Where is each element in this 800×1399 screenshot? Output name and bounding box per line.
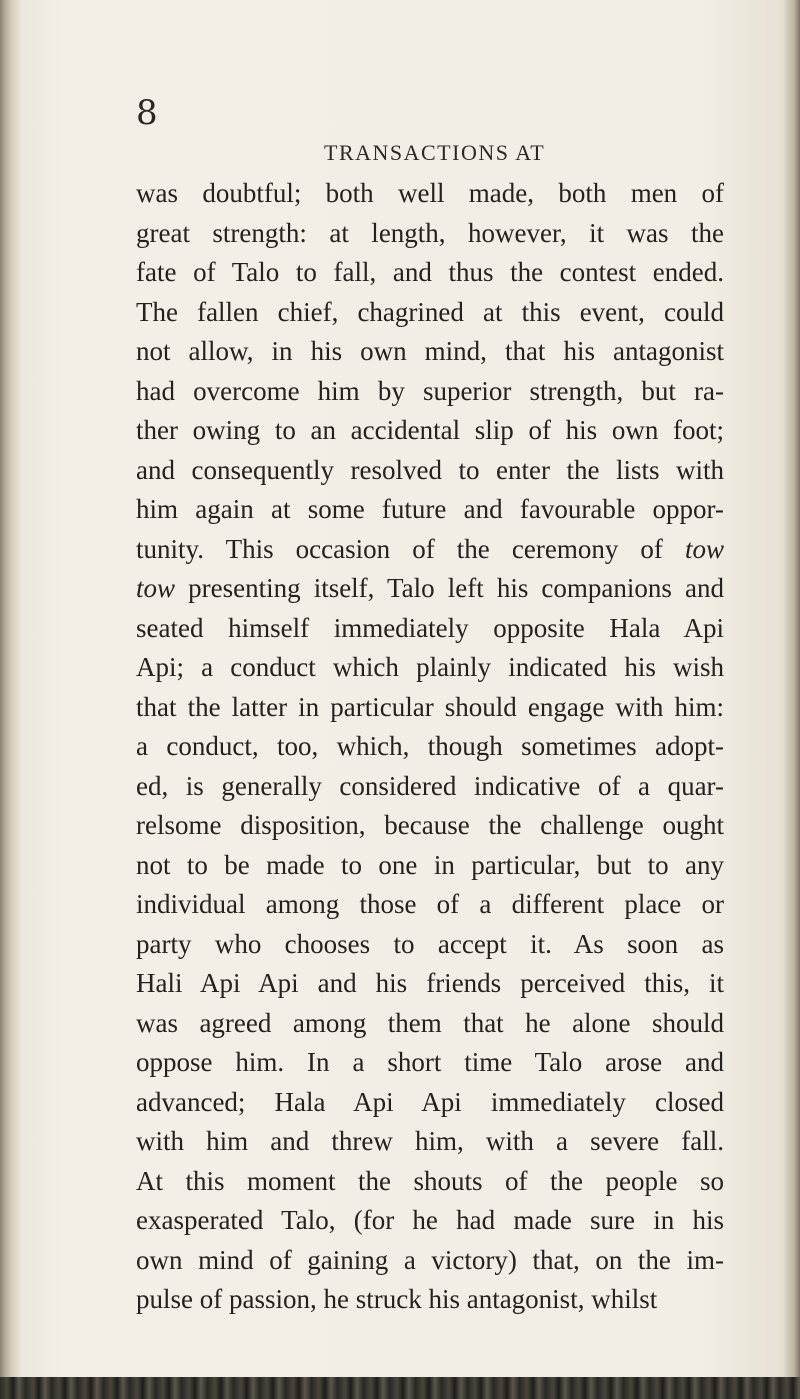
text-line: a conduct, too, which, though sometimes adopt-	[136, 731, 724, 761]
page-gutter-shadow	[0, 0, 20, 1399]
page-edge-shadow	[784, 0, 800, 1399]
text-line: with him and threw him, with a severe fall.	[136, 1126, 724, 1156]
text-line: ther owing to an accidental slip of his own foot;	[136, 415, 724, 445]
italic-word: tow	[685, 533, 725, 564]
text-line: not to be made to one in particular, but to any	[136, 849, 724, 880]
text-line: was agreed among them that he alone should	[136, 1007, 724, 1038]
text-line: was doubtful; both well made, both men of	[136, 178, 724, 208]
text-line: individual among those of a different place or	[136, 889, 724, 919]
text-line: ed, is generally considered indicative of a quar-	[136, 770, 724, 801]
text-line	[136, 569, 724, 609]
page-bottom-edge	[0, 1377, 800, 1399]
text-line: The fallen chief, chagrined at this event, could	[136, 296, 724, 327]
text-line: oppose him. In a short time Talo arose and	[136, 1047, 724, 1077]
text-line: that the latter in particular should engage with him:	[136, 691, 724, 722]
text-line: own mind of gaining a victory) that, on the im-	[136, 1244, 724, 1275]
text-line: At this moment the shouts of the people so	[136, 1165, 724, 1196]
text-line: seated himself immediately opposite Hala Api	[136, 612, 724, 643]
text-line: pulse of passion, he struck his antagonist, whilst	[136, 1284, 658, 1314]
text-line: advanced; Hala Api Api immediately closed	[136, 1086, 724, 1117]
text-line: relsome disposition, because the challenge ought	[136, 810, 724, 840]
text-line: Api; a conduct which plainly indicated his wish	[136, 652, 724, 682]
italic-word: tow	[136, 573, 176, 603]
text-line: Hali Api Api and his friends perceived this, it	[136, 968, 724, 998]
text-line: great strength: at length, however, it was the	[136, 217, 724, 248]
text-line: had overcome him by superior strength, but ra-	[136, 375, 724, 406]
text-line	[136, 530, 724, 570]
body-text	[136, 174, 724, 1320]
text-line: him again at some future and favourable oppor-	[136, 494, 724, 524]
text-line: exasperated Talo, (for he had made sure in his	[136, 1205, 724, 1235]
text-line: fate of Talo to fall, and thus the contest ended.	[136, 257, 724, 287]
line-text: tunity. This occasion of the ceremony of	[136, 533, 663, 564]
text-line: party who chooses to accept it. As soon as	[136, 928, 724, 959]
text-line: not allow, in his own mind, that his antagonist	[136, 336, 724, 366]
text-line: and consequently resolved to enter the lists with	[136, 454, 724, 485]
line-text: presenting itself, Talo left his companions and	[175, 573, 724, 603]
page-number: 8	[136, 93, 158, 133]
running-head: TRANSACTIONS AT	[324, 140, 546, 165]
